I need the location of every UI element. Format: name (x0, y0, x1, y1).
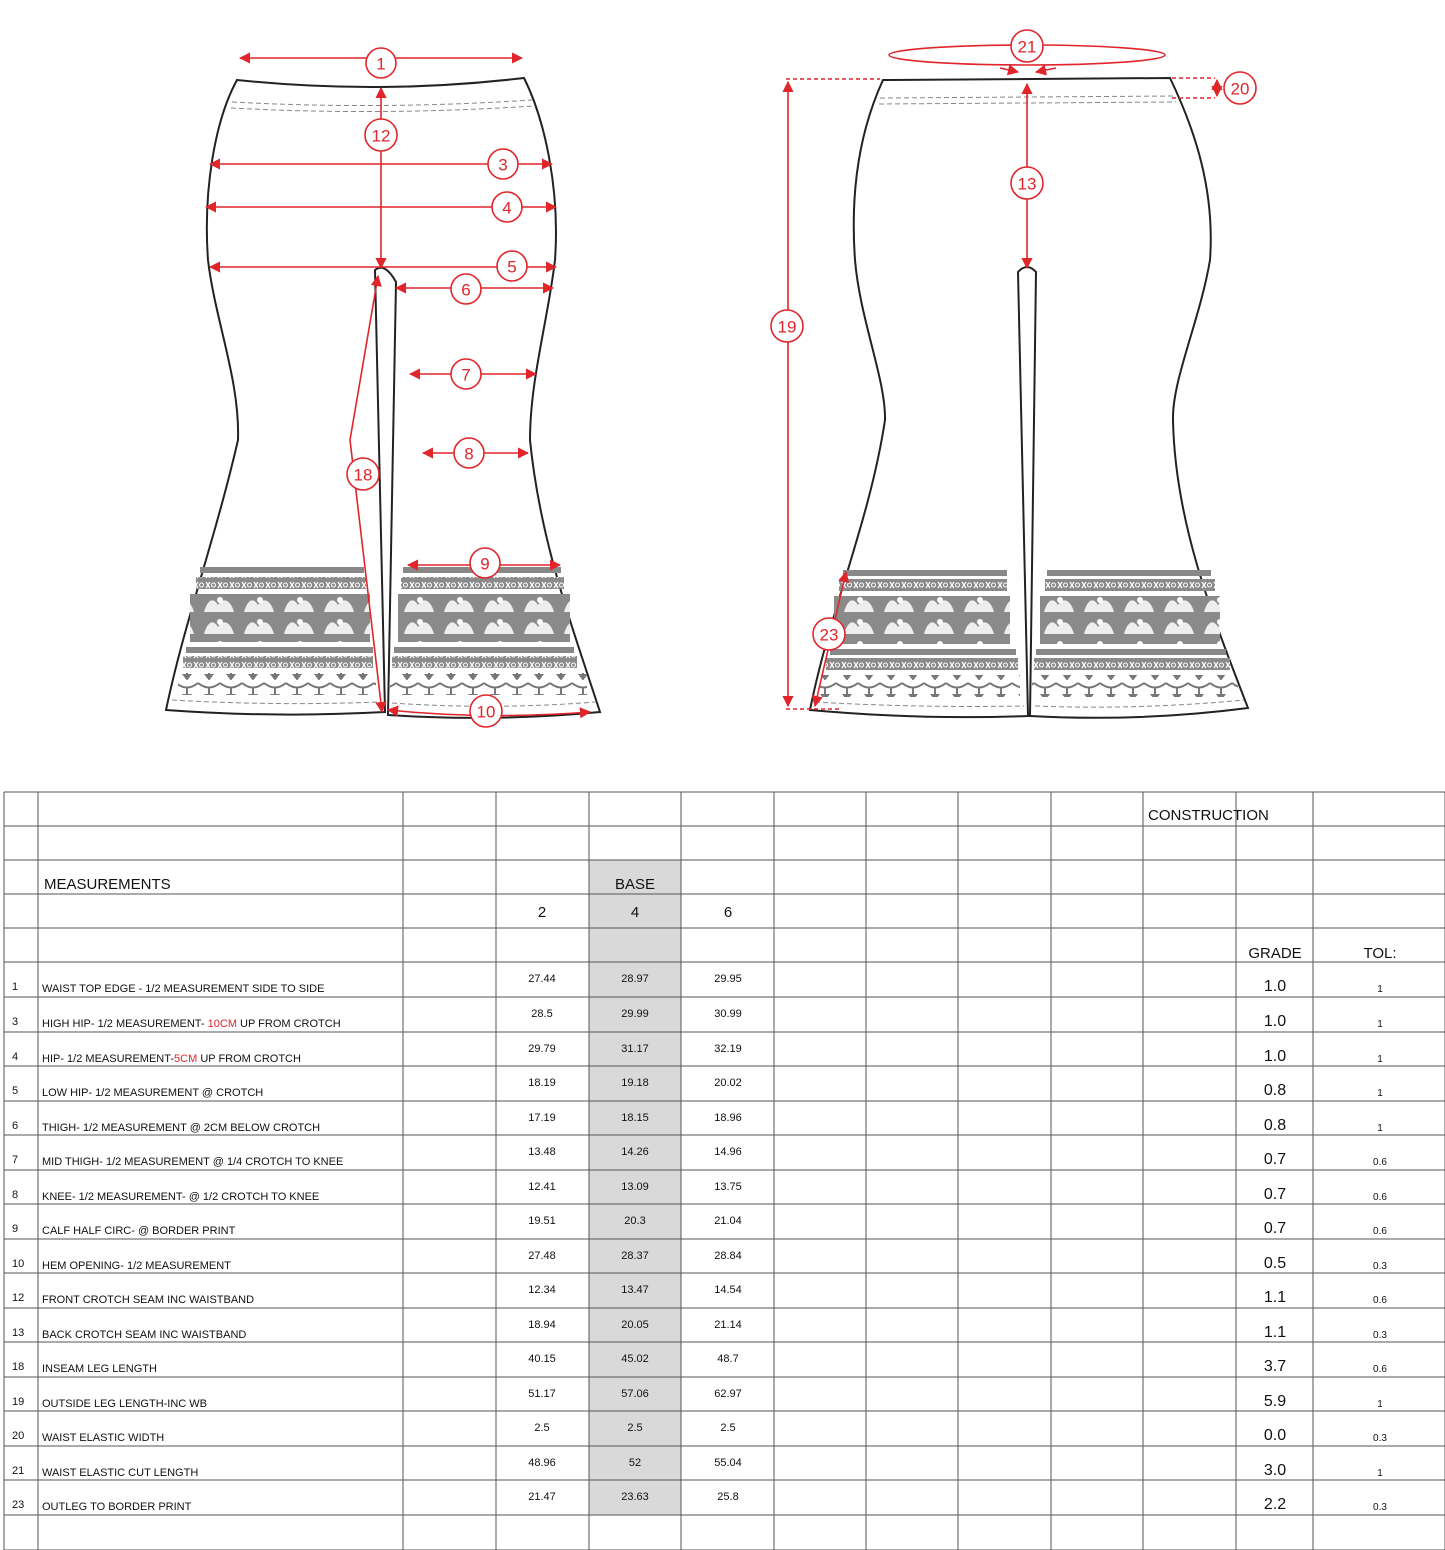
grade-value: 1.1 (1263, 1324, 1287, 1341)
base-label: BASE (614, 876, 656, 893)
tolerance-value: 0.6 (1373, 1295, 1387, 1306)
callout-1 (366, 48, 396, 78)
tolerance-value: 0.6 (1373, 1226, 1387, 1237)
size-2-value: 51.17 (528, 1388, 556, 1400)
grade-value: 3.0 (1263, 1462, 1287, 1479)
size-6-value: 21.14 (714, 1319, 742, 1331)
table-row (12, 1319, 1387, 1341)
row-description: BACK CROTCH SEAM INC WAISTBAND (42, 1329, 247, 1341)
callout-label-4: 4 (502, 198, 512, 218)
callout-5 (497, 251, 527, 281)
tolerance-value: 0.3 (1373, 1502, 1387, 1513)
size-4-header: 4 (630, 904, 640, 921)
size-6-value: 20.02 (714, 1077, 742, 1089)
grade-header: GRADE (1248, 945, 1302, 962)
desc-highlight: 5CM (174, 1053, 198, 1065)
callout-4 (492, 192, 522, 222)
row-number: 20 (12, 1430, 25, 1442)
tol-header: TOL: (1363, 945, 1397, 962)
size-2-value: 27.48 (528, 1250, 556, 1262)
grade-value: 0.7 (1263, 1151, 1287, 1168)
size-4-value: 31.17 (621, 1043, 649, 1055)
row-number: 18 (12, 1361, 25, 1373)
size-2-value: 18.94 (528, 1319, 556, 1331)
grade-value: 0.8 (1263, 1082, 1287, 1099)
row-description: HEM OPENING- 1/2 MEASUREMENT (42, 1260, 231, 1272)
callout-label-7: 7 (461, 365, 471, 385)
desc-part: UP FROM CROTCH (197, 1053, 301, 1065)
table-row (12, 1077, 1383, 1099)
table-row (12, 1112, 1383, 1134)
row-description: FRONT CROTCH SEAM INC WAISTBAND (42, 1294, 255, 1306)
callout-13 (1011, 167, 1043, 199)
callout-label-3: 3 (498, 155, 508, 175)
callout-12 (365, 119, 397, 151)
row-description: OUTLEG TO BORDER PRINT (42, 1501, 192, 1513)
callout-label-5: 5 (507, 257, 517, 277)
row-number: 7 (12, 1154, 19, 1166)
size-6-value: 2.5 (720, 1422, 736, 1434)
callout-label-12: 12 (371, 126, 391, 146)
size-2-value: 12.41 (528, 1181, 556, 1193)
row-number: 6 (12, 1120, 19, 1132)
row-description: INSEAM LEG LENGTH (42, 1363, 157, 1375)
table-row (12, 1146, 1387, 1168)
row-number: 3 (12, 1016, 19, 1028)
callout-label-10: 10 (476, 702, 496, 722)
row-description: WAIST ELASTIC CUT LENGTH (42, 1467, 199, 1479)
size-2-value: 48.96 (528, 1457, 556, 1469)
tolerance-value: 0.3 (1373, 1261, 1387, 1272)
size-6-value: 30.99 (714, 1008, 742, 1020)
grade-value: 1.0 (1263, 978, 1287, 995)
row-description: CALF HALF CIRC- @ BORDER PRINT (42, 1225, 236, 1237)
tolerance-value: 1 (1377, 984, 1383, 995)
grade-value: 0.5 (1263, 1255, 1287, 1272)
size-4-value: 29.99 (621, 1008, 649, 1020)
callout-10 (470, 695, 502, 727)
row-description (42, 1053, 301, 1065)
tolerance-value: 1 (1377, 1123, 1383, 1134)
row-description: WAIST TOP EDGE - 1/2 MEASUREMENT SIDE TO SIDE (42, 983, 325, 995)
size-2-value: 28.5 (531, 1008, 553, 1020)
size-4-value: 19.18 (621, 1077, 649, 1089)
grade-value: 3.7 (1263, 1358, 1287, 1375)
tolerance-value: 1 (1377, 1399, 1383, 1410)
size-2-value: 13.48 (528, 1146, 556, 1158)
row-number: 9 (12, 1223, 19, 1235)
tolerance-value: 0.3 (1373, 1433, 1387, 1444)
size-4-value: 18.15 (621, 1112, 649, 1124)
row-description: THIGH- 1/2 MEASUREMENT @ 2CM BELOW CROTCH (42, 1122, 321, 1134)
row-number: 21 (12, 1465, 25, 1477)
size-2-value: 17.19 (528, 1112, 556, 1124)
callout-20 (1224, 72, 1256, 104)
size-4-value: 20.3 (624, 1215, 646, 1227)
table-row (12, 1491, 1387, 1513)
row-description: LOW HIP- 1/2 MEASUREMENT @ CROTCH (42, 1087, 264, 1099)
measurement-rows (12, 973, 1387, 1513)
callout-7 (451, 359, 481, 389)
callout-label-8: 8 (464, 444, 474, 464)
table-row (12, 1422, 1387, 1444)
size-4-value: 52 (628, 1457, 642, 1469)
tolerance-value: 1 (1377, 1468, 1383, 1479)
table-row (12, 1388, 1383, 1410)
size-6-value: 29.95 (714, 973, 742, 985)
size-6-value: 55.04 (714, 1457, 742, 1469)
construction-label: CONSTRUCTION (1148, 807, 1269, 824)
row-number: 1 (12, 981, 19, 993)
size-2-value: 27.44 (528, 973, 556, 985)
size-6-value: 32.19 (714, 1043, 742, 1055)
row-number: 10 (12, 1258, 25, 1270)
size-6-value: 18.96 (714, 1112, 742, 1124)
size-4-value: 28.97 (621, 973, 649, 985)
callout-label-13: 13 (1017, 174, 1037, 194)
callout-21 (1011, 30, 1043, 62)
table-row (12, 1250, 1387, 1272)
tolerance-value: 1 (1377, 1019, 1383, 1030)
desc-part: UP FROM CROTCH (236, 1018, 341, 1030)
size-4-value: 2.5 (627, 1422, 643, 1434)
grade-value: 2.2 (1263, 1496, 1287, 1513)
callout-label-1: 1 (376, 54, 386, 74)
measurements-label: MEASUREMENTS (44, 876, 171, 893)
grade-value: 1.0 (1263, 1013, 1287, 1030)
grade-value: 0.0 (1263, 1427, 1287, 1444)
table-row (12, 1008, 1383, 1030)
size-6-value: 62.97 (714, 1388, 742, 1400)
callout-label-23: 23 (819, 625, 839, 645)
row-number: 23 (12, 1499, 25, 1511)
size-4-value: 13.09 (621, 1181, 649, 1193)
size-6-value: 14.54 (714, 1284, 742, 1296)
row-description (42, 1018, 341, 1030)
row-number: 19 (12, 1396, 25, 1408)
table-row (12, 973, 1383, 995)
row-number: 4 (12, 1051, 19, 1063)
size-4-value: 20.05 (621, 1319, 649, 1331)
size-2-value: 12.34 (528, 1284, 556, 1296)
size-2-value: 40.15 (528, 1353, 556, 1365)
grade-value: 1.0 (1263, 1048, 1287, 1065)
row-description: KNEE- 1/2 MEASUREMENT- @ 1/2 CROTCH TO KNEE (42, 1191, 320, 1203)
row-description: OUTSIDE LEG LENGTH-INC WB (42, 1398, 208, 1410)
size-6-value: 28.84 (714, 1250, 742, 1262)
size-4-value: 13.47 (621, 1284, 649, 1296)
tolerance-value: 1 (1377, 1054, 1383, 1065)
size-6-value: 48.7 (717, 1353, 739, 1365)
table-row (12, 1215, 1387, 1237)
row-number: 12 (12, 1292, 25, 1304)
size-4-value: 14.26 (621, 1146, 649, 1158)
row-number: 13 (12, 1327, 25, 1339)
callout-label-6: 6 (461, 280, 471, 300)
size-2-value: 19.51 (528, 1215, 556, 1227)
grade-value: 0.7 (1263, 1220, 1287, 1237)
callout-6 (451, 274, 481, 304)
size-4-value: 45.02 (621, 1353, 649, 1365)
table-row (12, 1353, 1387, 1375)
desc-highlight: 10CM (207, 1018, 237, 1030)
size-4-value: 23.63 (621, 1491, 649, 1503)
grade-value: 1.1 (1263, 1289, 1287, 1306)
size-2-value: 18.19 (528, 1077, 556, 1089)
spec-sheet-table (0, 790, 1445, 1550)
size-4-value: 57.06 (621, 1388, 649, 1400)
row-number: 8 (12, 1189, 19, 1201)
callout-8 (454, 438, 484, 468)
size-6-header: 6 (723, 904, 733, 921)
callout-label-18: 18 (353, 465, 373, 485)
grade-value: 0.7 (1263, 1186, 1287, 1203)
callout-9 (470, 548, 500, 578)
callout-label-19: 19 (777, 317, 797, 337)
size-2-value: 2.5 (534, 1422, 550, 1434)
callout-label-21: 21 (1017, 37, 1037, 57)
size-2-value: 21.47 (528, 1491, 556, 1503)
table-row (12, 1181, 1387, 1203)
size-6-value: 21.04 (714, 1215, 742, 1227)
grade-value: 5.9 (1263, 1393, 1287, 1410)
tolerance-value: 0.6 (1373, 1364, 1387, 1375)
size-6-value: 25.8 (717, 1491, 739, 1503)
table-row (12, 1043, 1383, 1065)
row-description: WAIST ELASTIC WIDTH (42, 1432, 165, 1444)
size-2-value: 29.79 (528, 1043, 556, 1055)
size-6-value: 13.75 (714, 1181, 742, 1193)
size-4-value: 28.37 (621, 1250, 649, 1262)
table-row (12, 1284, 1387, 1306)
tolerance-value: 0.6 (1373, 1192, 1387, 1203)
size-6-value: 14.96 (714, 1146, 742, 1158)
tolerance-value: 1 (1377, 1088, 1383, 1099)
callout-3 (488, 149, 518, 179)
callout-label-9: 9 (480, 554, 490, 574)
callout-18 (347, 458, 379, 490)
row-description: MID THIGH- 1/2 MEASUREMENT @ 1/4 CROTCH TO KNEE (42, 1156, 344, 1168)
grade-value: 0.8 (1263, 1117, 1287, 1134)
tolerance-value: 0.6 (1373, 1157, 1387, 1168)
callout-23 (813, 618, 845, 650)
table-row (12, 1457, 1383, 1479)
tolerance-value: 0.3 (1373, 1330, 1387, 1341)
callout-19 (771, 310, 803, 342)
size-2-header: 2 (537, 904, 547, 921)
desc-part: HIP- 1/2 MEASUREMENT- (42, 1053, 175, 1065)
desc-part: HIGH HIP- 1/2 MEASUREMENT- (42, 1018, 208, 1030)
callout-label-20: 20 (1230, 79, 1250, 99)
row-number: 5 (12, 1085, 19, 1097)
front-view-pants (166, 78, 600, 718)
